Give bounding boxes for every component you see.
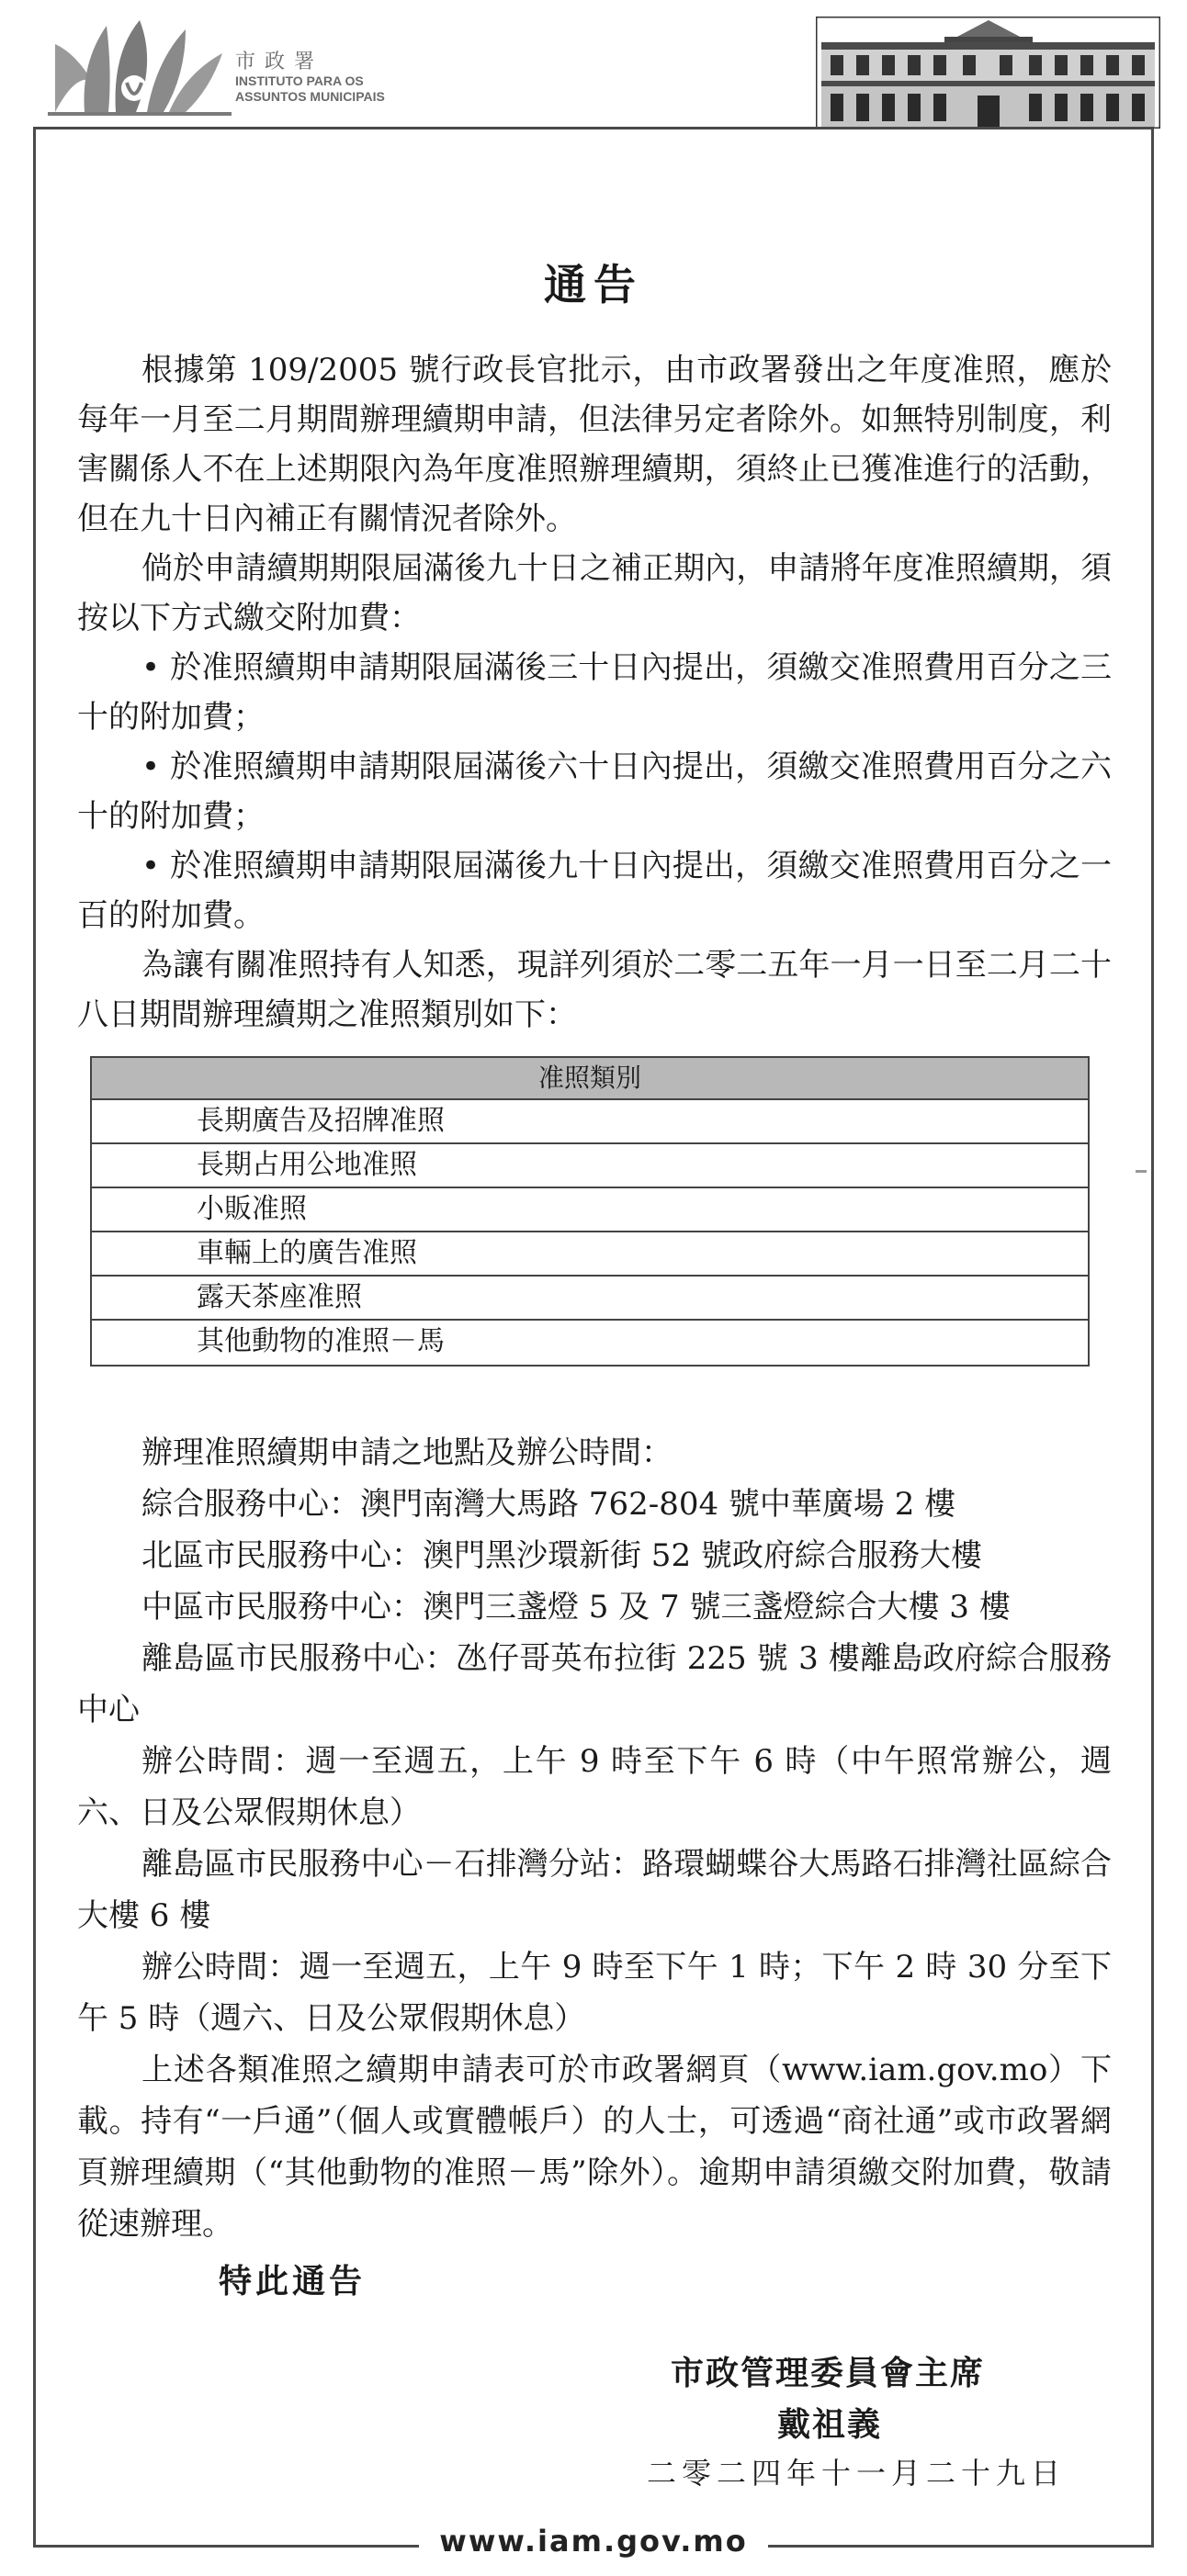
signatory-title: 市政管理委員會主席: [671, 2354, 986, 2392]
office-hours-seac-pai-van: 辦公時間：週一至週五，上午 9 時至下午 1 時；下午 2 時 30 分至下午 5 時（週六、日及公眾假期休息）: [77, 1949, 1112, 2037]
office-hours-general: 辦公時間：週一至週五，上午 9 時至下午 6 時（中午照常辦公，週六、日及公眾假期休息）: [77, 1743, 1112, 1831]
bullet-surcharge-30: • 於准照續期申請期限屆滿後三十日內提出，須繳交准照費用百分之三十的附加費；: [77, 649, 1112, 736]
bullet-surcharge-60: • 於准照續期申請期限屆滿後六十日內提出，須繳交准照費用百分之六十的附加費；: [77, 748, 1112, 835]
location-central-service-center: 綜合服務中心：澳門南灣大馬路 762-804 號中華廣場 2 樓: [141, 1486, 956, 1523]
bullet-surcharge-100: • 於准照續期申請期限屆滿後九十日內提出，須繳交准照費用百分之一百的附加費。: [77, 848, 1112, 934]
licence-category-table: [90, 1056, 1090, 1367]
paragraph-licence-list-intro: 為讓有關准照持有人知悉，現詳列須於二零二五年一月一日至二月二十八日期間辦理續期之准照類別如下：: [77, 947, 1112, 1033]
paragraph-legal-basis: 根據第 109/2005 號行政長官批示，由市政署發出之年度准照，應於每年一月至二月期間辦理續期申請，但法律另定者除外。如無特別制度，利害關係人不在上述期限內為年度准照辦理續期，須終止已獲准進行的活動，但在九十日內補正有關情況者除外。: [77, 352, 1112, 537]
table-row: 小販准照: [92, 1188, 1088, 1232]
table-row: 長期廣告及招牌准照: [92, 1100, 1088, 1144]
location-islands-district: 離島區市民服務中心：氹仔哥英布拉街 225 號 3 樓離島政府綜合服務中心: [77, 1640, 1112, 1728]
municipal-building-icon: [816, 17, 1160, 129]
notice-body-part1: [77, 345, 1112, 1040]
location-north-district: 北區市民服務中心：澳門黑沙環新街 52 號政府綜合服務大樓: [141, 1537, 982, 1574]
notice-date: 二零二四年十一月二十九日: [647, 2456, 1067, 2491]
page-header: [0, 0, 1187, 129]
org-name-pt-line2: ASSUNTOS MUNICIPAIS: [235, 89, 385, 104]
table-row: 露天茶座准照: [92, 1277, 1088, 1321]
org-name-pt-line1: INSTITUTO PARA OS: [235, 73, 364, 88]
table-row: 車輛上的廣告准照: [92, 1232, 1088, 1277]
org-name-cn: 市政署: [235, 51, 324, 73]
table-row: 長期占用公地准照: [92, 1144, 1088, 1188]
table-row: 其他動物的准照－馬: [197, 1325, 445, 1357]
signatory-name: 戴祖義: [777, 2405, 883, 2444]
location-seac-pai-van: 離島區市民服務中心－石排灣分站：路環蝴蝶谷大馬路石排灣社區綜合大樓 6 樓: [77, 1846, 1112, 1934]
paragraph-online-renewal: 上述各類准照之續期申請表可於市政署網頁（www.iam.gov.mo）下載。持有“一戶通”（個人或實體帳戶）的人士，可透過“商社通”或市政署網頁辦理續期（“其他動物的准照－馬”除外）。逾期申請須繳交附加費，敬請從速辦理。: [77, 2052, 1112, 2243]
notice-body-part2: [77, 1427, 1112, 2250]
paragraph-surcharge-intro: 倘於申請續期期限屆滿後九十日之補正期內，申請將年度准照續期，須按以下方式繳交附加費：: [77, 550, 1112, 636]
website-url: www.iam.gov.mo: [419, 2524, 767, 2559]
paragraph-locations-intro: 辦理准照續期申請之地點及辦公時間：: [141, 1434, 673, 1471]
footer: [0, 2524, 1187, 2559]
table-header: 准照類別: [92, 1058, 1088, 1100]
location-central-district: 中區市民服務中心：澳門三盞燈 5 及 7 號三盞燈綜合大樓 3 樓: [141, 1589, 1011, 1625]
org-name-pt: [235, 73, 385, 105]
closing-phrase: 特此通告: [219, 2262, 367, 2300]
notice-title: 通告: [544, 260, 643, 309]
margin-mark: [1136, 1170, 1147, 1173]
iam-logo-icon: [48, 17, 232, 119]
